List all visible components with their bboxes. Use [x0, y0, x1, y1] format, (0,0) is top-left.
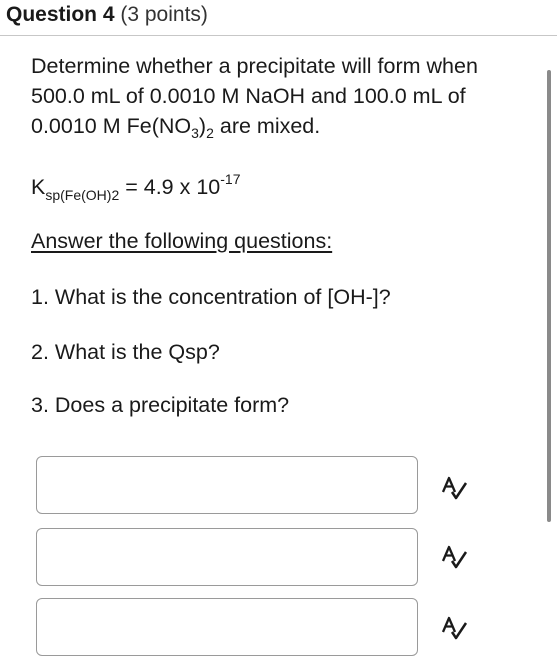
question-prompt — [31, 51, 531, 148]
spellcheck-icon[interactable] — [440, 544, 468, 570]
question-title — [6, 3, 208, 27]
prompt-paren: ) — [198, 114, 207, 138]
prompt-subscript-2: 2 — [206, 125, 214, 141]
spellcheck-icon[interactable] — [440, 615, 468, 641]
subquestion-2: 2. What is the Qsp? — [31, 340, 220, 364]
ksp-exponent: -17 — [220, 171, 241, 187]
subquestion-3: 3. Does a precipitate form? — [31, 393, 290, 417]
answer-input-2[interactable] — [36, 528, 418, 586]
prompt-tail: are mixed. — [213, 114, 321, 138]
ksp-subscript: sp(Fe(OH)2 — [45, 187, 120, 203]
ksp-value: = 4.9 x 10 — [119, 175, 221, 199]
instruction-heading: Answer the following questions: — [31, 229, 333, 253]
vertical-scrollbar[interactable] — [547, 70, 551, 522]
answer-input-3[interactable] — [36, 598, 418, 656]
question-number: Question 4 — [6, 3, 115, 26]
question-points: (3 points) — [120, 3, 208, 26]
subquestion-1: 1. What is the concentration of [OH-]? — [31, 285, 391, 309]
answer-input-1[interactable] — [36, 456, 418, 514]
question-header — [0, 0, 557, 36]
ksp-symbol: K — [31, 175, 46, 199]
spellcheck-icon[interactable] — [440, 475, 468, 501]
prompt-subscript-3: 3 — [191, 125, 199, 141]
ksp-expression — [31, 171, 241, 203]
prompt-text: Determine whether a precipitate will form when 500.0 mL of 0.0010 M NaOH and 100.0 mL of 0.0010 M Fe(NO — [31, 54, 478, 138]
